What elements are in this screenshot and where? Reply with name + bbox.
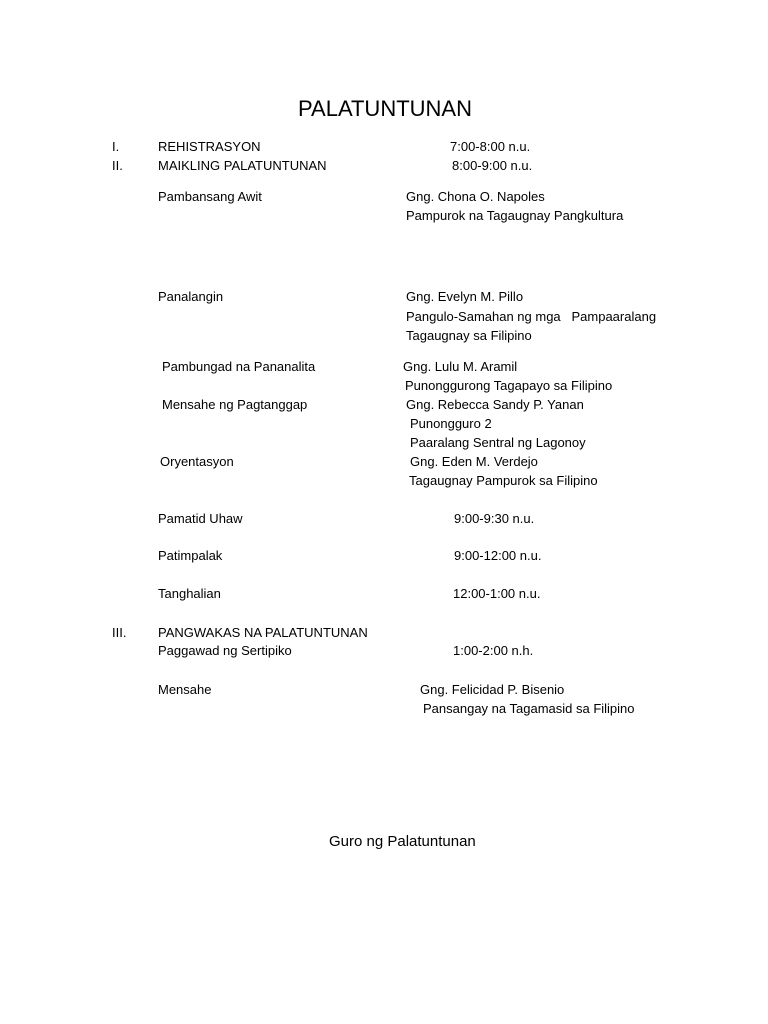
program-item-label: Oryentasyon [160, 454, 234, 469]
section-heading: PANGWAKAS NA PALATUNTUNAN [158, 625, 368, 640]
section-time: 8:00-9:00 n.u. [452, 158, 533, 173]
timed-item-label: Tanghalian [158, 586, 221, 601]
program-item-person: Gng. Chona O. Napoles [406, 189, 545, 204]
program-item-label: Panalangin [158, 289, 224, 304]
section-numeral: II. [112, 158, 123, 173]
closing-item-label: Paggawad ng Sertipiko [158, 643, 292, 658]
page-title: PALATUNTUNAN [298, 96, 472, 121]
program-item-label: Pambansang Awit [158, 189, 262, 204]
section-numeral: III. [112, 625, 127, 640]
timed-item-time: 9:00-9:30 n.u. [454, 511, 535, 526]
program-item-role: Punonggurong Tagapayo sa Filipino [405, 378, 613, 393]
program-item-person: Gng. Rebecca Sandy P. Yanan [406, 397, 584, 412]
closing-item-person: Gng. Felicidad P. Bisenio [420, 682, 565, 697]
program-item-role: Paaralang Sentral ng Lagonoy [410, 435, 586, 450]
timed-item-label: Patimpalak [158, 548, 223, 563]
program-item-role: Tagaugnay Pampurok sa Filipino [409, 473, 598, 488]
program-item-role: Tagaugnay sa Filipino [406, 328, 532, 343]
program-item-label: Pambungad na Pananalita [162, 359, 316, 374]
program-item-person: Gng. Lulu M. Aramil [403, 359, 518, 374]
timed-item-label: Pamatid Uhaw [158, 511, 243, 526]
program-item-role: Punongguro 2 [410, 416, 492, 431]
timed-item-time: 12:00-1:00 n.u. [453, 586, 541, 601]
program-item-person: Gng. Evelyn M. Pillo [406, 289, 524, 304]
closing-item-time: 1:00-2:00 n.h. [453, 643, 534, 658]
section-time: 7:00-8:00 n.u. [450, 139, 531, 154]
program-teacher-footer: Guro ng Palatuntunan [329, 833, 476, 850]
timed-item-time: 9:00-12:00 n.u. [454, 548, 542, 563]
program-item-role: Pampurok na Tagaugnay Pangkultura [406, 208, 624, 223]
program-item-role: Pangulo-Samahan ng mga Pampaaralang [406, 309, 657, 324]
section-heading: REHISTRASYON [158, 139, 261, 154]
section-numeral: I. [112, 139, 120, 154]
closing-item-role: Pansangay na Tagamasid sa Filipino [423, 701, 635, 716]
closing-item-label: Mensahe [158, 682, 212, 697]
section-heading: MAIKLING PALATUNTUNAN [158, 158, 327, 173]
program-item-label: Mensahe ng Pagtanggap [162, 397, 308, 412]
program-item-person: Gng. Eden M. Verdejo [410, 454, 538, 469]
